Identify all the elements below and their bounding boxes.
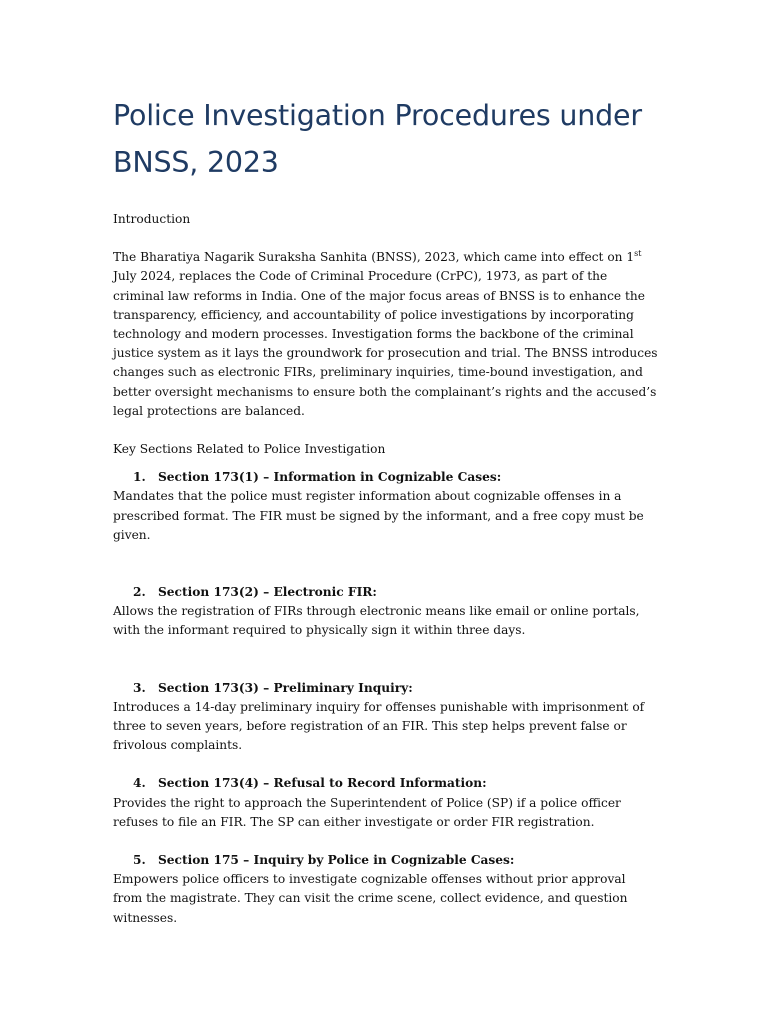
document-title: Police Investigation Procedures under BNSS, 2023: [113, 99, 642, 179]
intro-paragraph: [113, 248, 658, 421]
intro-paragraph-superscript: st: [634, 249, 642, 259]
intro-paragraph-part1: The Bharatiya Nagarik Suraksha Sanhita (BNSS), 2023, which came into effect on 1: [113, 250, 635, 265]
section-item-3: [113, 679, 658, 756]
section-title: Section 173(3) – Preliminary Inquiry:: [158, 680, 413, 695]
section-number: 2.: [133, 585, 146, 600]
section-number: 1.: [133, 470, 146, 485]
section-heading: [113, 774, 658, 793]
section-title: Section 173(4) – Refusal to Record Information:: [158, 776, 487, 791]
section-item-2: [113, 583, 658, 641]
section-heading: [113, 583, 658, 602]
intro-heading: Introduction: [113, 212, 191, 226]
section-body: Introduces a 14-day preliminary inquiry for offenses punishable with imprisonment of three to seven years, before registration of an FIR. This step helps prevent false or frivolous complaints.: [113, 699, 645, 753]
key-sections-heading: Key Sections Related to Police Investigation: [113, 442, 386, 457]
section-title: Section 173(1) – Information in Cognizable Cases:: [158, 470, 502, 485]
document-page: [113, 92, 658, 928]
section-title: Section 175 – Inquiry by Police in Cognizable Cases:: [158, 853, 515, 868]
section-body: Mandates that the police must register information about cognizable offenses in a prescribed format. The FIR must be signed by the informant, and a free copy must be given.: [113, 489, 644, 542]
section-item-1: [113, 468, 658, 545]
intro-paragraph-part2: July 2024, replaces the Code of Criminal Procedure (CrPC), 1973, as part of the criminal law reforms in India. One of the major focus areas of BNSS is to enhance the transparency, efficiency, and accountability of police investigations by incorporating technology and modern processes. Investigation forms the backbone of the criminal justice system as it lays the groundwork for prosecution and trial. The BNSS introduces changes such as electronic FIRs, preliminary inquiries, time-bound investigation, and better oversight mechanisms to ensure both the complainant’s rights and the accused’s legal protections are balanced.: [113, 269, 658, 418]
section-body: Allows the registration of FIRs through electronic means like email or online portals, with the informant required to physically sign it within three days.: [113, 604, 640, 638]
section-title: Section 173(2) – Electronic FIR:: [158, 585, 377, 600]
section-heading: [113, 468, 658, 487]
section-item-4: [113, 774, 658, 832]
section-number: 3.: [133, 680, 146, 695]
section-heading: [113, 851, 658, 870]
section-body: Empowers police officers to investigate cognizable offenses without prior approval from the magistrate. They can visit the crime scene, collect evidence, and question witnesses.: [113, 872, 628, 925]
section-number: 5.: [133, 853, 146, 868]
section-body: Provides the right to approach the Superintendent of Police (SP) if a police officer refuses to file an FIR. The SP can either investigate or order FIR registration.: [113, 795, 621, 829]
section-heading: [113, 679, 658, 698]
section-item-5: [113, 851, 658, 928]
section-number: 4.: [133, 776, 146, 791]
